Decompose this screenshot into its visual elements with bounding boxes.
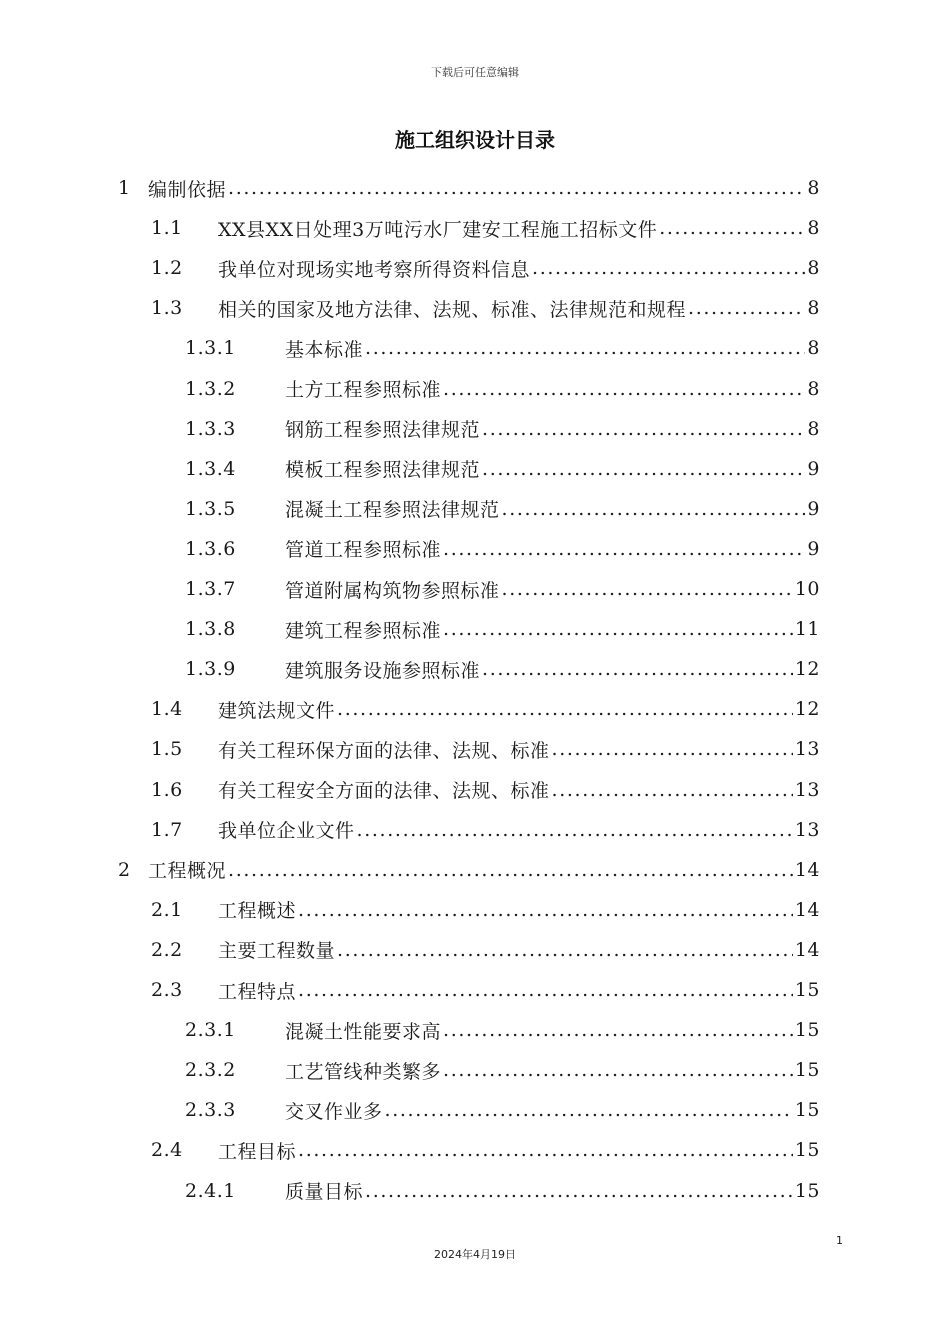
toc-entry-title: XX县XX日处理3万吨污水厂建安工程施工招标文件 bbox=[218, 218, 658, 241]
toc-entry-title: 建筑工程参照标准 bbox=[285, 619, 442, 642]
toc-entry-page: 8 bbox=[807, 417, 820, 440]
toc-entry[interactable] bbox=[151, 810, 820, 850]
toc-dot-leader bbox=[443, 538, 805, 560]
toc-entry-number: 1.4 bbox=[151, 698, 183, 721]
page-header: 下载后可任意编辑 bbox=[431, 66, 519, 79]
toc-entry-number: 1.3.3 bbox=[185, 417, 236, 440]
toc-entry[interactable] bbox=[185, 369, 820, 409]
toc-entry-title: 管道工程参照标准 bbox=[285, 539, 442, 562]
toc-dot-leader bbox=[688, 297, 805, 319]
toc-entry-page: 14 bbox=[794, 898, 820, 921]
toc-dot-leader bbox=[298, 979, 793, 1001]
toc-entry-page: 15 bbox=[794, 1059, 820, 1082]
toc-entry[interactable] bbox=[151, 1130, 820, 1170]
page-number: 1 bbox=[836, 1234, 843, 1247]
toc-dot-leader bbox=[337, 939, 793, 961]
page-title: 施工组织设计目录 bbox=[395, 128, 555, 152]
toc-dot-leader bbox=[482, 418, 805, 440]
toc-entry-title: 模板工程参照法律规范 bbox=[285, 459, 481, 482]
toc-dot-leader bbox=[298, 899, 793, 921]
toc-entry-page: 13 bbox=[794, 738, 820, 761]
toc-entry-page: 13 bbox=[794, 818, 820, 841]
toc-dot-leader bbox=[228, 859, 793, 881]
toc-dot-leader bbox=[365, 337, 805, 359]
toc-entry-number: 2.4 bbox=[151, 1139, 183, 1162]
toc-entry-title: 我单位对现场实地考察所得资料信息 bbox=[218, 258, 531, 281]
toc-dot-leader bbox=[659, 217, 805, 239]
toc-entry-page: 11 bbox=[794, 618, 820, 641]
toc-dot-leader bbox=[552, 738, 793, 760]
toc-entry-page: 9 bbox=[807, 537, 820, 560]
toc-entry[interactable] bbox=[118, 850, 820, 890]
toc-entry[interactable] bbox=[151, 770, 820, 810]
toc-entry-page: 14 bbox=[794, 938, 820, 961]
toc-entry-page: 15 bbox=[794, 1099, 820, 1122]
toc-entry-number: 1.3.2 bbox=[185, 377, 236, 400]
toc-entry-title: 建筑法规文件 bbox=[218, 699, 336, 722]
toc-entry[interactable] bbox=[151, 890, 820, 930]
toc-entry-number: 2.2 bbox=[151, 938, 183, 961]
toc-dot-leader bbox=[365, 1180, 793, 1202]
toc-entry-title: 混凝土工程参照法律规范 bbox=[285, 499, 500, 522]
toc-entry-number: 1.3 bbox=[151, 297, 183, 320]
toc-entry-page: 8 bbox=[807, 217, 820, 240]
toc-entry[interactable] bbox=[185, 649, 820, 689]
toc-entry-number: 1.3.5 bbox=[185, 497, 236, 520]
toc-dot-leader bbox=[482, 458, 805, 480]
toc-dot-leader bbox=[298, 1139, 793, 1161]
toc-entry-title: 交叉作业多 bbox=[285, 1100, 383, 1123]
toc-entry-page: 14 bbox=[794, 858, 820, 881]
toc-entry-title: 有关工程安全方面的法律、法规、标准 bbox=[218, 780, 550, 802]
toc-entry[interactable] bbox=[151, 930, 820, 970]
toc-dot-leader bbox=[443, 618, 793, 640]
toc-entry-number: 2.3.3 bbox=[185, 1099, 236, 1122]
toc-entry-title: 我单位企业文件 bbox=[218, 820, 355, 843]
toc-entry-number: 2.3 bbox=[151, 979, 183, 1001]
toc-entry-title: 土方工程参照标准 bbox=[285, 379, 442, 401]
toc-entry-title: 主要工程数量 bbox=[218, 940, 336, 963]
toc-entry-number: 1.6 bbox=[151, 778, 183, 801]
toc-entry-number: 1.3.7 bbox=[185, 578, 236, 600]
toc-entry-number: 1.5 bbox=[151, 738, 183, 761]
toc-entry-title: 工艺管线种类繁多 bbox=[285, 1060, 442, 1083]
toc-entry-number: 2.3.2 bbox=[185, 1059, 236, 1082]
toc-dot-leader bbox=[443, 1059, 793, 1081]
toc-entry[interactable] bbox=[185, 1090, 820, 1130]
toc-entry[interactable] bbox=[151, 248, 820, 288]
toc-entry[interactable] bbox=[151, 208, 820, 248]
toc-entry-page: 8 bbox=[807, 337, 820, 360]
toc-entry[interactable] bbox=[151, 288, 820, 328]
toc-entry[interactable] bbox=[151, 970, 820, 1010]
toc-entry-number: 1.3.6 bbox=[185, 537, 236, 560]
toc-entry-number: 1.3.1 bbox=[185, 337, 236, 360]
toc-entry-page: 8 bbox=[807, 257, 820, 280]
toc-entry-number: 1.7 bbox=[151, 818, 183, 841]
toc-dot-leader bbox=[532, 257, 805, 279]
toc-entry-number: 2.4.1 bbox=[185, 1179, 236, 1202]
toc-entry[interactable] bbox=[185, 609, 820, 649]
toc-entry-number: 1.2 bbox=[151, 257, 183, 280]
toc-entry-page: 8 bbox=[807, 377, 820, 400]
toc-dot-leader bbox=[502, 498, 806, 520]
toc-dot-leader bbox=[228, 177, 805, 199]
toc-entry-title: 钢筋工程参照法律规范 bbox=[285, 419, 481, 442]
toc-entry-page: 9 bbox=[807, 457, 820, 480]
toc-entry-number: 1.3.9 bbox=[185, 658, 236, 681]
toc-entry-page: 13 bbox=[794, 778, 820, 801]
toc-entry[interactable] bbox=[185, 529, 820, 569]
toc-entry-title: 质量目标 bbox=[285, 1181, 364, 1203]
toc-entry-number: 1.3.4 bbox=[185, 457, 236, 480]
toc-entry[interactable] bbox=[185, 1010, 820, 1050]
toc-entry[interactable] bbox=[185, 1050, 820, 1090]
toc-entry-page: 9 bbox=[807, 497, 820, 520]
toc-entry-number: 1.3.8 bbox=[185, 618, 236, 641]
toc-dot-leader bbox=[385, 1099, 793, 1121]
toc-entry-title: 管道附属构筑物参照标准 bbox=[285, 579, 500, 602]
toc-entry[interactable] bbox=[118, 168, 820, 208]
toc-dot-leader bbox=[337, 698, 793, 720]
toc-entry-title: 工程目标 bbox=[218, 1140, 297, 1163]
toc-entry[interactable] bbox=[151, 689, 820, 729]
toc-entry[interactable] bbox=[185, 489, 820, 529]
toc-dot-leader bbox=[443, 378, 805, 400]
toc-entry-page: 12 bbox=[794, 658, 820, 681]
toc-entry-page: 15 bbox=[794, 979, 820, 1001]
toc-dot-leader bbox=[482, 658, 793, 680]
toc-entry-title: 工程概况 bbox=[148, 860, 227, 883]
toc-dot-leader bbox=[443, 1019, 793, 1041]
toc-dot-leader bbox=[552, 779, 793, 801]
toc-entry-page: 12 bbox=[794, 698, 820, 721]
toc-entry-number: 1 bbox=[118, 177, 131, 199]
toc-entry[interactable] bbox=[185, 409, 820, 449]
toc-entry-page: 15 bbox=[794, 1019, 820, 1042]
toc-entry-page: 15 bbox=[794, 1179, 820, 1202]
toc-dot-leader bbox=[502, 578, 793, 600]
toc-entry-title: 编制依据 bbox=[148, 178, 227, 201]
toc-entry[interactable] bbox=[185, 1171, 820, 1211]
toc-dot-leader bbox=[357, 819, 793, 841]
toc-entry-number: 1.1 bbox=[151, 217, 183, 240]
toc-entry-page: 10 bbox=[794, 578, 820, 600]
toc-entry-number: 2.3.1 bbox=[185, 1019, 236, 1042]
toc-entry-title: 有关工程环保方面的法律、法规、标准 bbox=[218, 739, 550, 762]
toc-entry-title: 相关的国家及地方法律、法规、标准、法律规范和规程 bbox=[218, 298, 687, 321]
toc-entry[interactable] bbox=[151, 729, 820, 769]
toc-entry-title: 混凝土性能要求高 bbox=[285, 1020, 442, 1043]
toc-entry-number: 2.1 bbox=[151, 898, 183, 921]
toc-entry-title: 工程概述 bbox=[218, 900, 297, 923]
toc-entry-number: 2 bbox=[118, 858, 131, 881]
toc-entry-title: 基本标准 bbox=[285, 338, 364, 361]
page-footer-date: 2024年4月19日 bbox=[434, 1248, 516, 1261]
toc-entry-page: 15 bbox=[794, 1139, 820, 1162]
toc-entry[interactable] bbox=[185, 328, 820, 368]
toc-entry-page: 8 bbox=[807, 297, 820, 320]
toc-entry-page: 8 bbox=[807, 177, 820, 199]
toc-entry[interactable] bbox=[185, 449, 820, 489]
toc-entry-title: 建筑服务设施参照标准 bbox=[285, 659, 481, 682]
toc-entry[interactable] bbox=[185, 569, 820, 609]
toc-entry-title: 工程特点 bbox=[218, 980, 297, 1003]
